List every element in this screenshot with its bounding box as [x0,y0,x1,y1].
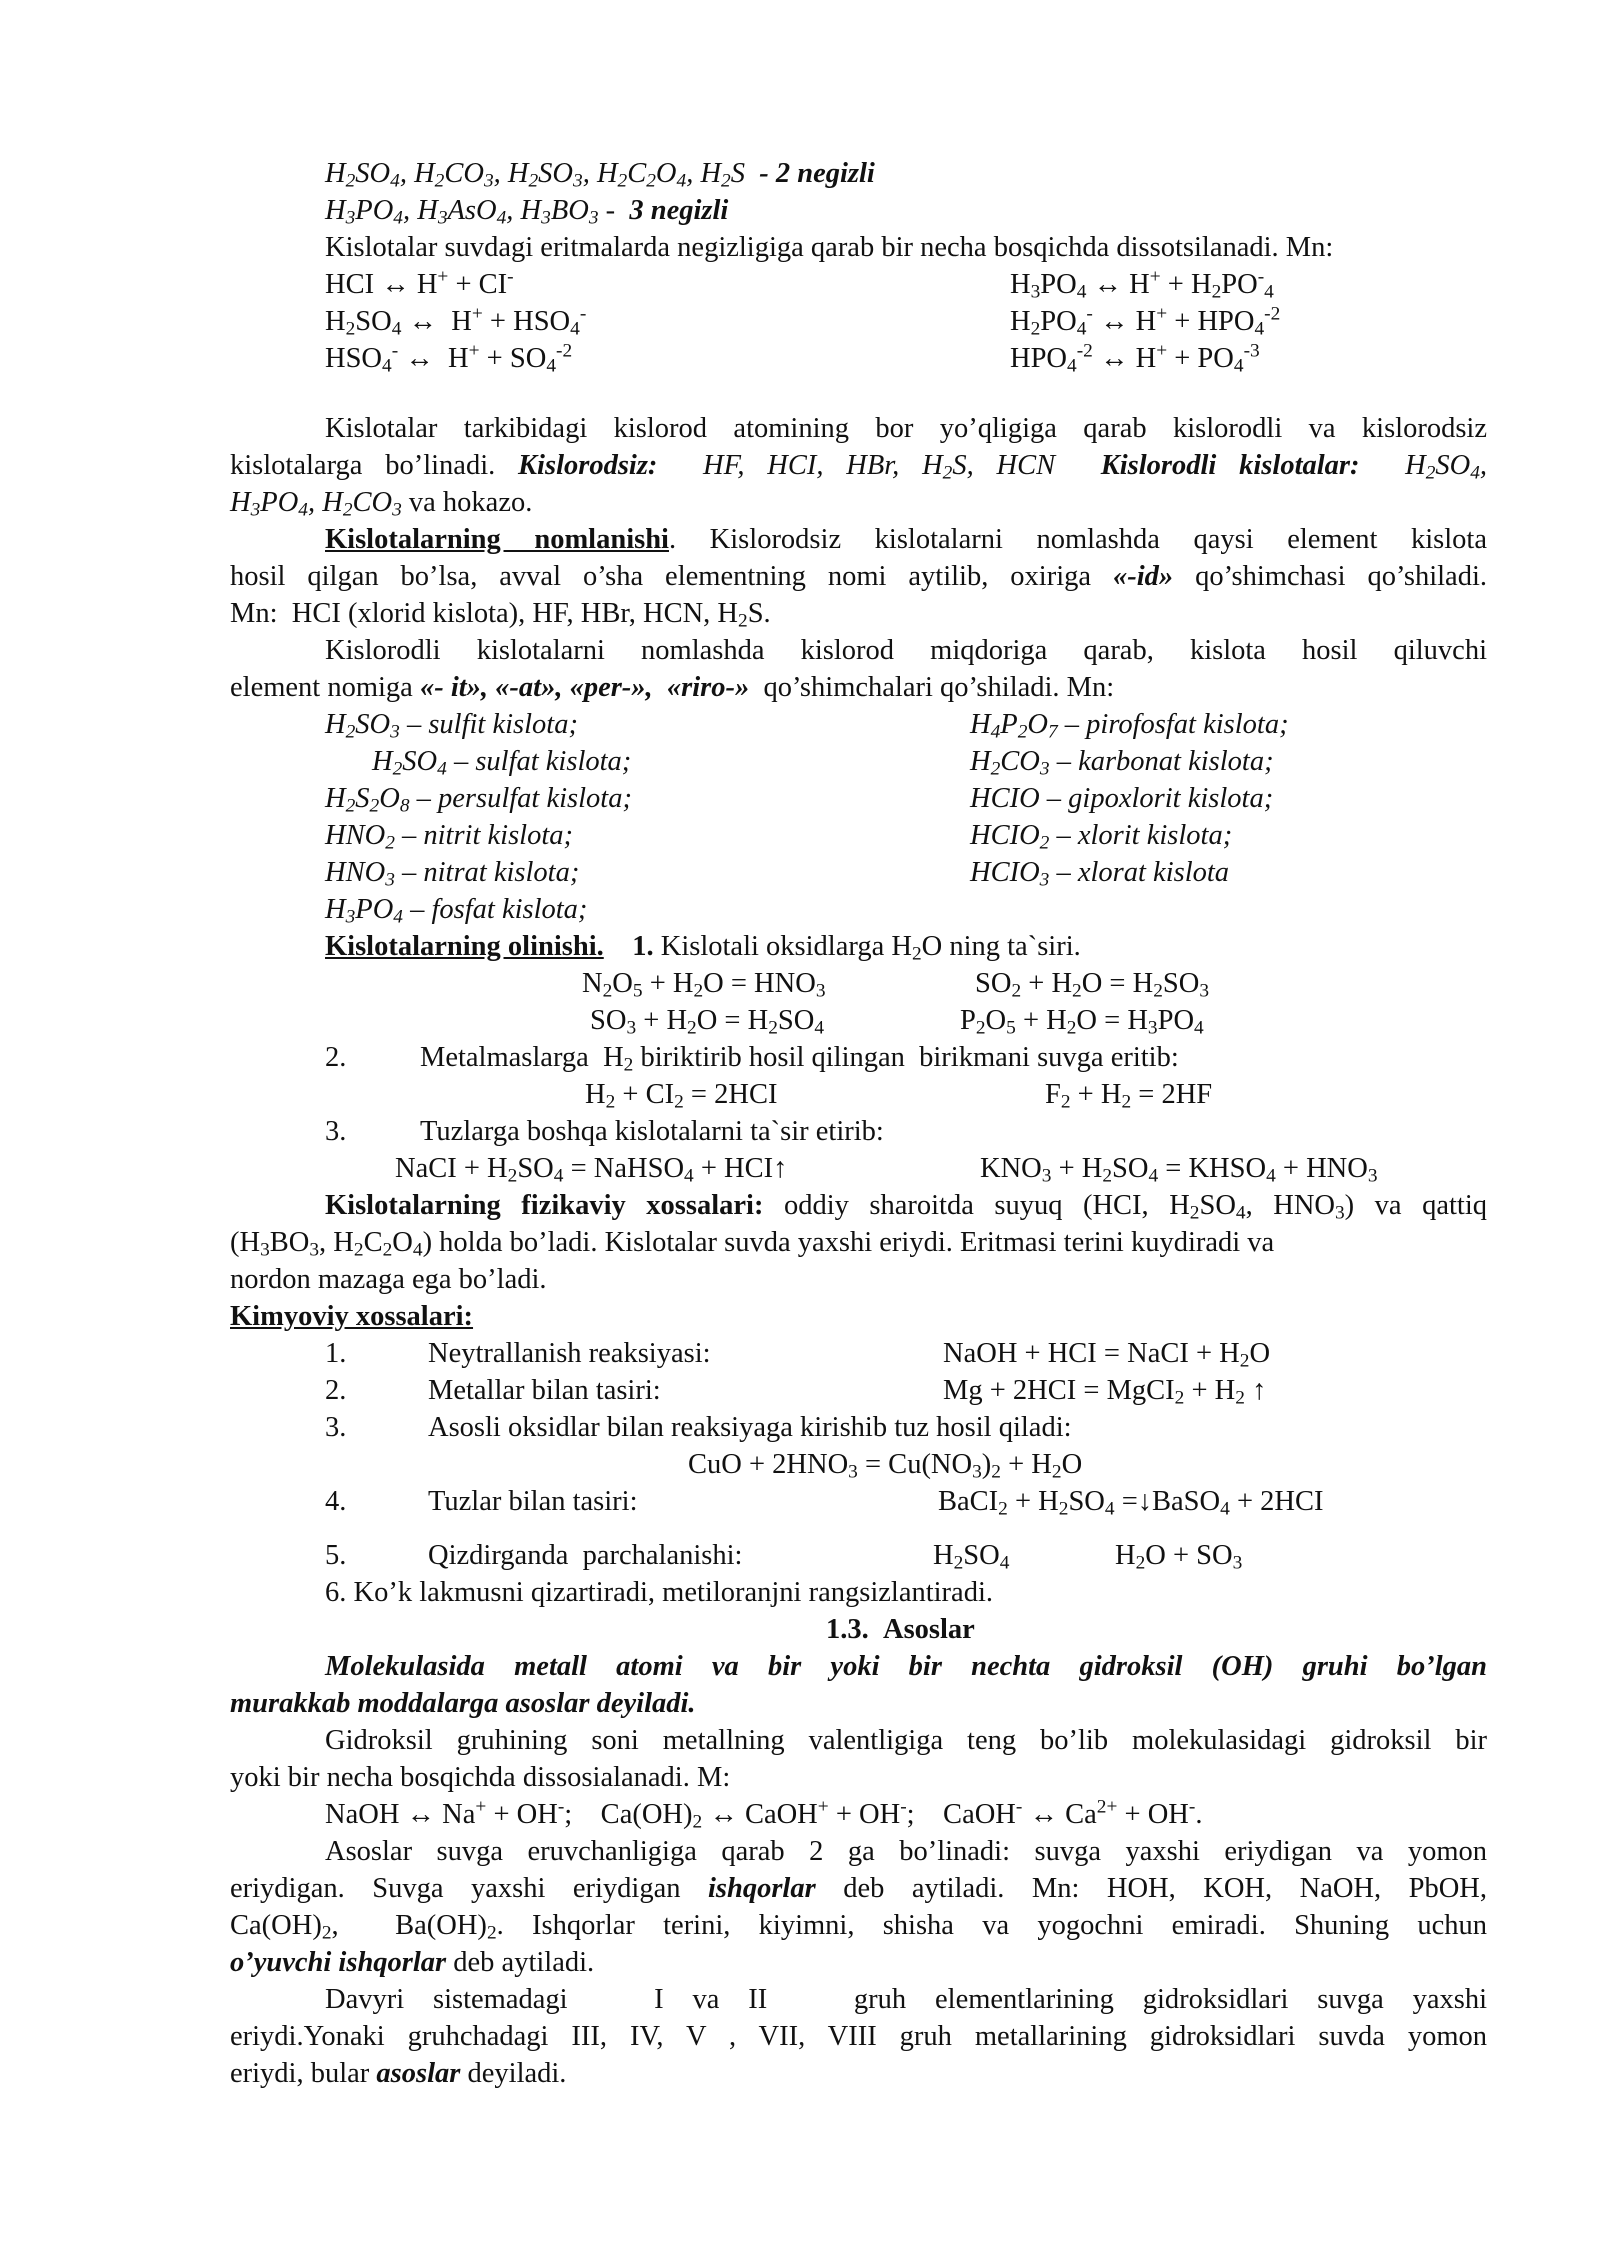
text-line: $HCIO_3$ – xlorat kislota [970,857,1230,891]
text-line: murakkab moddalarga asoslar deyiladi. [230,1688,696,1719]
text-line: eriydigan. Suvga yaxshi eriydigan ishqorlar deb aytiladi. Mn: HOH, KOH, NaOH, PbOH, [230,1873,1487,1904]
text-line: 5. [325,1540,347,1571]
text-line: $H_2SO_4$ – sulfat kislota; [372,746,632,780]
text-line: $H_3PO_4$, $H_3AsO_4$, $H_3BO_3 - 3$ negizli [325,195,729,229]
text-line: $F_2 + H_2 = 2HF$ [1045,1079,1213,1113]
text-line: Metalmaslarga $H_2$ biriktirib hosil qilingan birikmani suvga eritib: [420,1042,1179,1076]
text-line: $Ca(OH)_2$, $Ba(OH)_2$. Ishqorlar terini, kiyimni, shisha va yogochni emiradi. Shuning uchun [230,1910,1487,1944]
text-line: $HNO_2$ – nitrit kislota; [325,820,573,854]
text-line: Tuzlar bilan tasiri: [428,1486,638,1517]
text-line: Tuzlarga boshqa kislotalarni ta`sir etirib: [420,1116,884,1147]
text-line: NaOH + HCI = NaCI + $H_2O$ [943,1338,1271,1372]
text-line: $H_2CO_3$ – karbonat kislota; [970,746,1274,780]
text-line: Mg + 2HCI = MgCI$_2$ + $H_2$ ↑ [943,1375,1267,1409]
text-line: HCI ↔ H+ + CI- [325,266,514,300]
text-line: $H_3PO_4$ ↔ $H^+ + H_2PO^-_4$ [1010,266,1274,303]
text-line: Asoslar suvga eruvchanligiga qarab 2 ga bo’linadi: suvga yaxshi eriydigan va yomon [325,1836,1487,1867]
text-line: Kislotalarning olinishi. 1. Kislotali oksidlarga $H_2O$ ning ta`siri. [325,931,1081,965]
text-line: o’yuvchi ishqorlar deb aytiladi. [230,1947,595,1978]
text-line: element nomiga «- it», «-at», «per-», «riro-» qo’shimchalari qo’shiladi. Mn: [230,672,1115,703]
text-line: hosil qilgan bo’lsa, avval o’sha elementning nomi aytilib, oxiriga «-id» qo’shimchasi qo’shiladi. [230,561,1487,592]
text-line: Qizdirganda parchalanishi: [428,1540,743,1571]
text-line: Davyri sistemadagi I va II gruh elementlarining gidroksidlari suvga yaxshi [325,1984,1487,2015]
text-line: CuO + $2HNO_3 = Cu(NO_3)_2 + H_2O$ [688,1449,1083,1483]
text-line: $H_2SO_4$ ↔ $H^+ + HSO_4^-$ [325,303,587,340]
text-line: yoki bir necha bosqichda dissosialanadi. M: [230,1762,731,1793]
text-line: Kimyoviy xossalari: [230,1301,474,1332]
text-line: BaCI$_2$ + $H_2SO_4$ =↓BaSO$_4$ + 2HCI [938,1486,1324,1520]
text-line: $KNO_3 + H_2SO_4$ = $KHSO_4 + HNO_3$ [980,1153,1378,1187]
text-line: $SO_3 + H_2O = H_2SO_4$ [590,1005,825,1039]
text-line: Molekulasida metall atomi va bir yoki bir nechta gidroksil (OH) gruhi bo’lgan [325,1651,1487,1682]
text-line: ($H_3BO_3$, $H_2C_2O_4$) holda bo’ladi. Kislotalar suvda yaxshi eriydi. Eritmasi terini kuydiradi va [230,1227,1275,1261]
text-line: Kislotalarning nomlanishi. Kislorodsiz kislotalarni nomlashda qaysi element kislota [325,524,1487,555]
text-line: $HPO_4^{-2}$ ↔ $H^+ + PO_4^{-3}$ [1010,340,1260,377]
text-line: 3. [325,1116,347,1147]
text-line: Kislorodli kislotalarni nomlashda kislorod miqdoriga qarab, kislota hosil qiluvchi [325,635,1487,666]
text-line: $H_4P_2O_7$ – pirofosfat kislota; [970,709,1289,743]
text-line: Mn: HCI (xlorid kislota), HF, HBr, HCN, $H_2S$. [230,598,771,632]
text-line: Gidroksil gruhining soni metallning valentligiga teng bo’lib molekulasidagi gidroksil bir [325,1725,1487,1756]
text-line: 2. [325,1042,347,1073]
text-line: $H_2O + SO_3$ [1115,1540,1243,1574]
text-line: NaCI + $H_2SO_4$ = NaHSO$_4$ + HCI↑ [395,1153,788,1187]
text-line: Asosli oksidlar bilan reaksiyaga kirishib tuz hosil qiladi: [428,1412,1072,1443]
text-line: Kislotalar suvdagi eritmalarda negizligiga qarab bir necha bosqichda dissotsilanadi. Mn: [325,232,1334,263]
text-line: 6. Ko’k lakmusni qizartiradi, metiloranjni rangsizlantiradi. [325,1577,993,1608]
section-heading: 1.3. Asoslar [826,1614,975,1645]
text-line: 1. [325,1338,347,1369]
text-line: HCIO – gipoxlorit kislota; [970,783,1274,814]
text-line: $HCIO_2$ – xlorit kislota; [970,820,1233,854]
text-line: 4. [325,1486,347,1517]
text-line: Metallar bilan tasiri: [428,1375,661,1406]
text-line: $SO_2 + H_2O = H_2SO_3$ [975,968,1210,1002]
text-line: $HNO_3$ – nitrat kislota; [325,857,580,891]
text-line: eriydi.Yonaki gruhchadagi III, IV, V , VII, VIII gruh metallarining gidroksidlari suvda yomon [230,2021,1487,2052]
text-line: $H_3PO_4$, $H_2CO_3$ va hokazo. [230,487,533,521]
text-line: eriydi, bular asoslar deyiladi. [230,2058,567,2089]
text-line: $N_2O_5 + H_2O = HNO_3$ [582,968,826,1002]
text-line: $H_2SO_3$ – sulfit kislota; [325,709,578,743]
text-line: NaOH ↔ Na+ + OH-; $Ca(OH)_2$ ↔ CaOH+ + OH-; CaOH- ↔ $Ca^{2+} + OH^-$. [325,1796,1203,1833]
text-line: kislotalarga bo’linadi. Kislorodsiz: HF, HCI, HBr, $H_2S$, HCN Kislorodli kislotalar: $H_2SO_4$, [230,450,1488,484]
text-line: $P_2O_5 + H_2O = H_3PO_4$ [960,1005,1204,1039]
text-line: $HSO_4^-$ ↔ $H^+ + SO_4^{-2}$ [325,340,573,377]
text-line: $H_2SO_4$, $H_2CO_3$, $H_2SO_3$, $H_2C_2O_4$, $H_2S - 2$ negizli [325,158,875,192]
text-line: nordon mazaga ega bo’ladi. [230,1264,547,1295]
text-line: 2. [325,1375,347,1406]
text-line: $H_2S_2O_8$ – persulfat kislota; [325,783,632,817]
text-line: $H_2 + CI_2 = 2HCI$ [585,1079,778,1113]
text-line: 3. [325,1412,347,1443]
text-line: $H_3PO_4$ – fosfat kislota; [325,894,588,928]
text-line: Kislotalar tarkibidagi kislorod atomining bor yo’qligiga qarab kislorodli va kislorodsiz [325,413,1487,444]
text-line: $H_2SO_4$ [933,1540,1010,1574]
text-line: Kislotalarning fizikaviy xossalari: oddiy sharoitda suyuq (HCI, $H_2SO_4$, $HNO_3$) va qattiq [325,1190,1487,1224]
text-line: $H_2PO_4^-$ ↔ $H^+ + HPO_4^{-2}$ [1010,303,1281,340]
text-line: Neytrallanish reaksiyasi: [428,1338,711,1369]
